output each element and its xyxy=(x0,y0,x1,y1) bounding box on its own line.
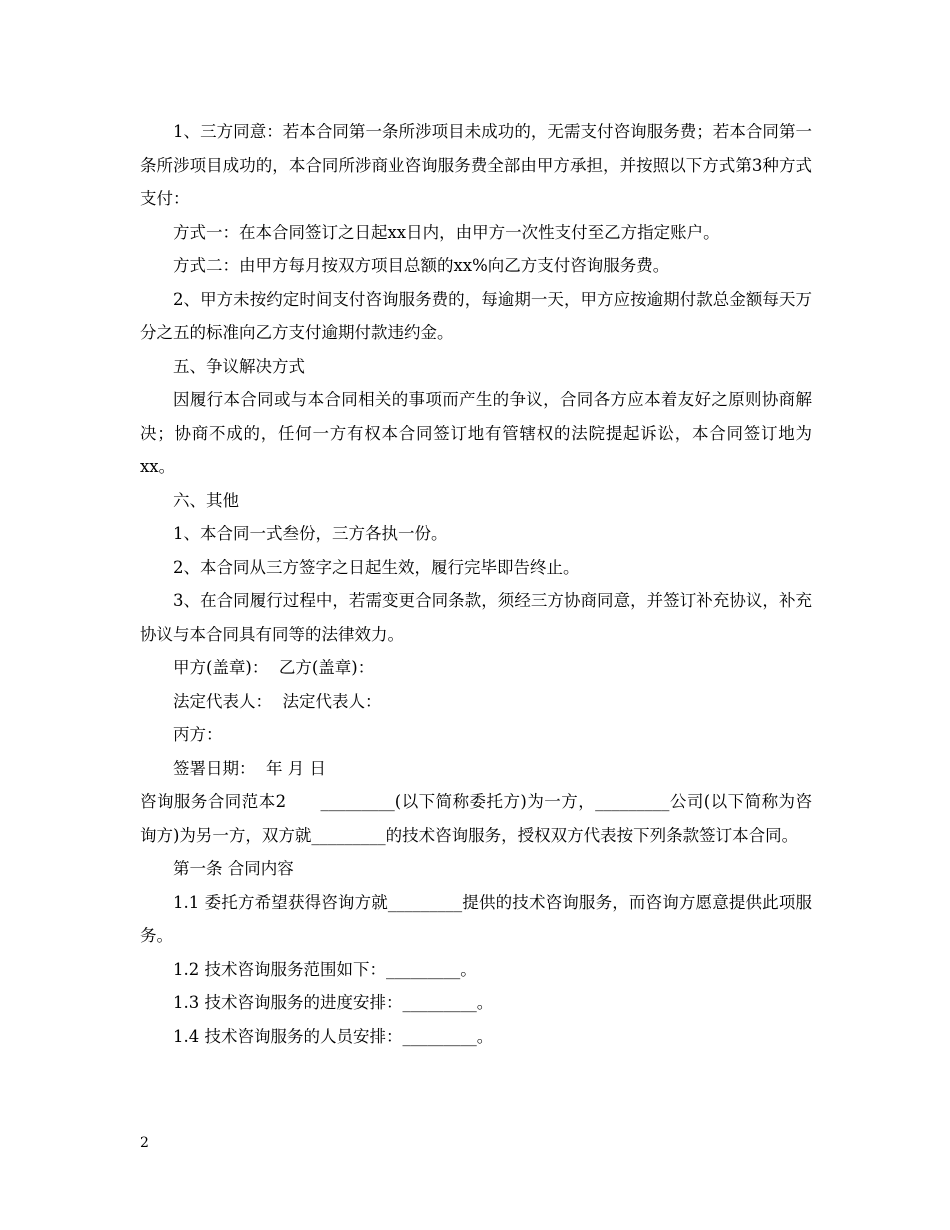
section-heading: 第一条 合同内容 xyxy=(173,859,294,878)
paragraph: 1、本合同一式叁份，三方各执一份。 xyxy=(173,524,448,543)
signature-line: 丙方： xyxy=(173,725,223,744)
paragraph: 1.2 技术咨询服务范围如下：_________。 xyxy=(173,959,477,979)
paragraph: 方式二：由甲方每月按双方项目总额的xx%向乙方支付咨询服务费。 xyxy=(173,256,670,275)
paragraph: 1.3 技术咨询服务的进度安排：_________。 xyxy=(173,993,494,1012)
signature-date-line: 签署日期： 年 月 日 xyxy=(173,758,326,778)
paragraph: 1.1 委托方希望获得咨询方就_________提供的技术咨询服务，而咨询方愿意提供此项服务。 xyxy=(140,892,812,945)
paragraph: 2、甲方未按约定时间支付咨询服务费的，每逾期一天，甲方应按逾期付款总金额每天万分之五的标准向乙方支付逾期付款违约金。 xyxy=(140,289,812,342)
page-number: 2 xyxy=(140,1135,149,1151)
section-heading: 六、其他 xyxy=(173,490,239,510)
paragraph: 1.4 技术咨询服务的人员安排：_________。 xyxy=(173,1026,494,1046)
paragraph: 2、本合同从三方签字之日起生效，履行完毕即告终止。 xyxy=(173,557,580,577)
paragraph: 咨询服务合同范本2 _________(以下简称委托方)为一方，_________公司(以下简称为咨询方)为另一方，双方就_________的技术咨询服务，授权双方代表按下列条款签订本合同。 xyxy=(140,792,812,845)
section-heading: 五、争议解决方式 xyxy=(173,356,305,376)
signature-line: 甲方(盖章)： 乙方(盖章)： xyxy=(173,658,375,677)
paragraph: 1、三方同意：若本合同第一条所涉项目未成功的，无需支付咨询服务费；若本合同第一条所涉项目成功的，本合同所涉商业咨询服务费全部由甲方承担，并按照以下方式第3种方式支付： xyxy=(140,122,812,208)
paragraph: 方式一：在本合同签订之日起xx日内，由甲方一次性支付至乙方指定账户。 xyxy=(173,222,720,242)
signature-line: 法定代表人： 法定代表人： xyxy=(173,691,382,711)
paragraph: 因履行本合同或与本合同相关的事项而产生的争议，合同各方应本着友好之原则协商解决；协商不成的，任何一方有权本合同签订地有管辖权的法院提起诉讼，本合同签订地为xx。 xyxy=(140,390,812,476)
document-body xyxy=(140,115,812,1053)
paragraph: 3、在合同履行过程中，若需变更合同条款，须经三方协商同意，并签订补充协议，补充协议与本合同具有同等的法律效力。 xyxy=(140,591,812,644)
